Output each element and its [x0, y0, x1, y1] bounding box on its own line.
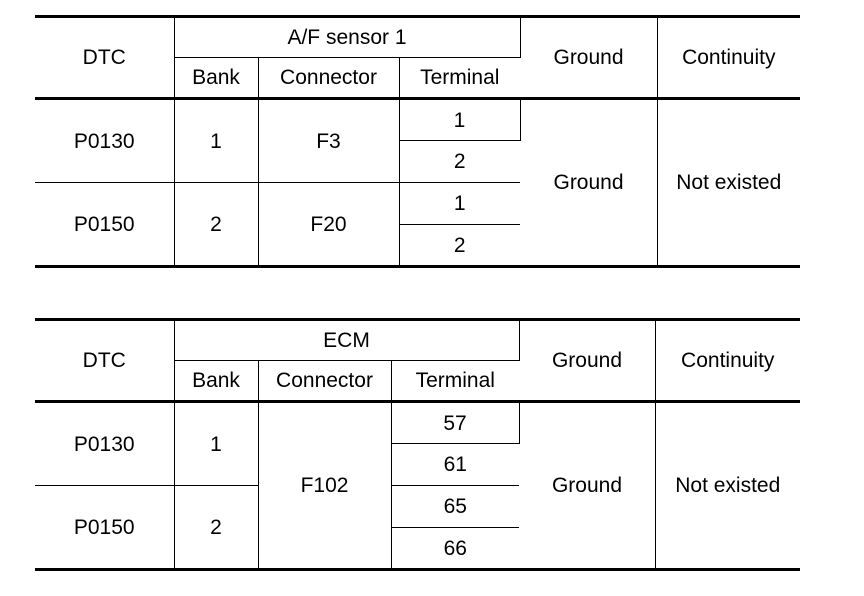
header-continuity: Continuity	[657, 17, 800, 99]
terminal-cell: 1	[399, 99, 520, 141]
bank-cell: 1	[174, 402, 258, 486]
header-af-sensor: A/F sensor 1	[174, 17, 520, 58]
table-row	[35, 99, 800, 141]
terminal-cell: 65	[391, 486, 519, 528]
terminal-cell: 57	[391, 402, 519, 444]
header-bank: Bank	[174, 58, 258, 99]
header-connector: Connector	[258, 361, 391, 402]
dtc-cell: P0130	[35, 99, 174, 183]
header-connector: Connector	[258, 58, 399, 99]
ecm-continuity-table	[35, 318, 800, 571]
header-terminal: Terminal	[391, 361, 519, 402]
ground-cell: Ground	[519, 402, 655, 570]
header-ecm: ECM	[174, 320, 519, 361]
bank-cell: 2	[174, 486, 258, 570]
header-ground: Ground	[519, 320, 655, 402]
bank-cell: 1	[174, 99, 258, 183]
terminal-cell: 2	[399, 225, 520, 267]
table-row	[35, 402, 800, 444]
dtc-cell: P0130	[35, 402, 174, 486]
ground-cell: Ground	[520, 99, 657, 267]
connector-cell: F102	[258, 402, 391, 570]
connector-cell: F20	[258, 183, 399, 267]
header-dtc: DTC	[35, 320, 174, 402]
dtc-cell: P0150	[35, 486, 174, 570]
connector-cell: F3	[258, 99, 399, 183]
header-terminal: Terminal	[399, 58, 520, 99]
dtc-cell: P0150	[35, 183, 174, 267]
terminal-cell: 2	[399, 141, 520, 183]
header-ground: Ground	[520, 17, 657, 99]
header-bank: Bank	[174, 361, 258, 402]
header-continuity: Continuity	[655, 320, 800, 402]
header-dtc: DTC	[35, 17, 174, 99]
bank-cell: 2	[174, 183, 258, 267]
af-sensor-continuity-table	[35, 15, 800, 268]
terminal-cell: 66	[391, 528, 519, 570]
continuity-cell: Not existed	[657, 99, 800, 267]
terminal-cell: 1	[399, 183, 520, 225]
continuity-cell: Not existed	[655, 402, 800, 570]
terminal-cell: 61	[391, 444, 519, 486]
